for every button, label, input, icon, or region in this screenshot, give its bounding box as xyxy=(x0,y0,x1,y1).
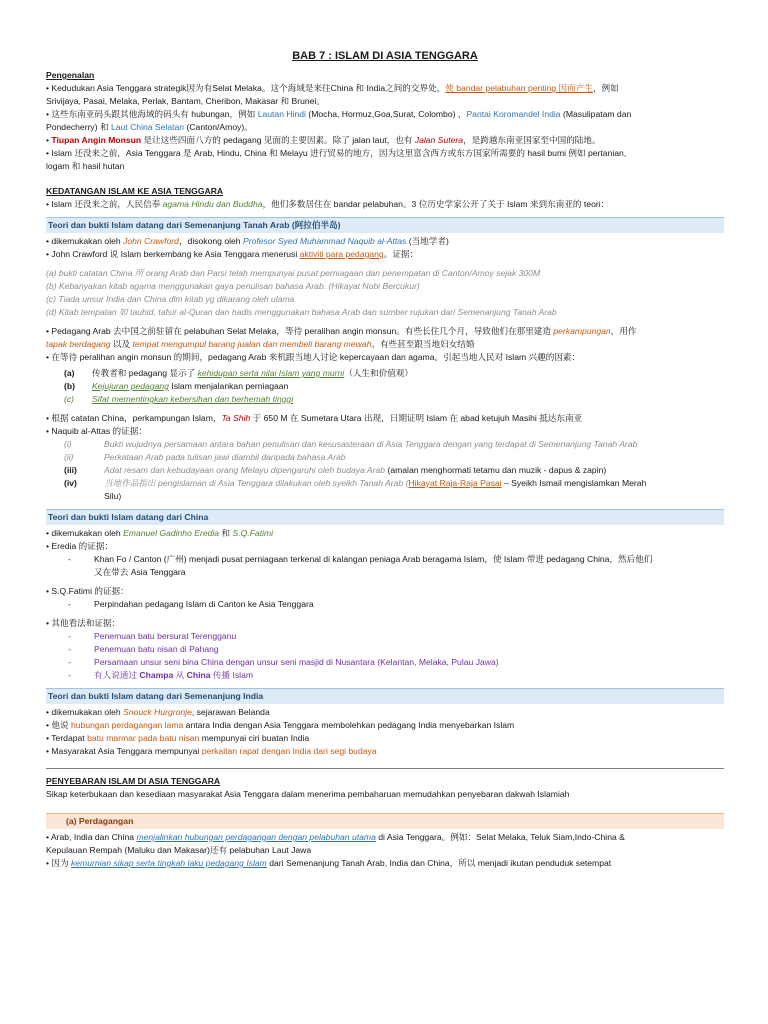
evidence-item: - 有人说通过 Champa 从 China 传播 Islam xyxy=(68,670,254,680)
text-run: ，disokong oleh xyxy=(178,236,243,246)
paragraph-line xyxy=(46,121,724,134)
text-run: (amalan menghormati tetamu dan muzik - dapus & zapin) xyxy=(385,465,607,475)
text-run: 以及 xyxy=(110,339,133,349)
text-run: • Terdapat xyxy=(46,733,88,743)
page-title: BAB 7 : ISLAM DI ASIA TENGGARA xyxy=(292,50,478,62)
evidence-item xyxy=(64,464,724,477)
text-run: (Canton/Amoy)。 xyxy=(184,122,253,132)
highlight-text: Sifat mementingkan kebersihan dan berhemah tinggi xyxy=(92,394,294,404)
highlight-text: perkampungan xyxy=(553,326,611,336)
paragraph-line xyxy=(46,745,724,758)
text-run: (Mocha, Hormuz,Goa,Surat, Colombo) ， xyxy=(305,109,467,119)
item-text xyxy=(94,669,253,682)
item-marker: (ii) xyxy=(64,452,74,462)
item-marker: (b) xyxy=(64,381,75,391)
paragraph-line: • 其他看法和证据： xyxy=(46,618,121,628)
paragraph-line xyxy=(46,857,724,870)
evidence-item: - Persamaan unsur seni bina China dengan unsur seni masjid di Nusantara (Kelantan, Melaka, Pulau Jawa) xyxy=(68,657,499,667)
paragraph-line xyxy=(46,82,724,95)
text-run: • dikemukakan oleh xyxy=(46,528,124,538)
item-marker: - xyxy=(68,554,71,564)
text-run: 又在带去 Asia Tenggara xyxy=(94,567,186,577)
paragraph-line: • Eredia 的证据： xyxy=(46,541,114,551)
section-heading-penyebaran: PENYEBARAN ISLAM DI ASIA TENGGARA xyxy=(46,776,221,786)
text-run: • Kedudukan Asia Tenggara strategik因为有Selat Melaka。这个海域是来往China 和 India之间的交界处， xyxy=(46,83,446,93)
text-run: • Pedagang Arab 去中国之前驻留在 pelabuhan Selat Melaka，等待 peralihan angin monsun。有些长住几个月，导致他们在那里建造 xyxy=(46,326,554,336)
text-run: antara India dengan Asia Tenggara membolehkan pedagang India menyebarkan Islam xyxy=(183,720,515,730)
evidence-item xyxy=(64,438,724,451)
text-run: • dikemukakan oleh xyxy=(46,236,124,246)
text-run: ，他们多数居住在 bandar pelabuhan。3 位历史学家公开了关于 Islam 来到东南亚的 teori： xyxy=(262,199,610,209)
text-run: 传播 Islam xyxy=(210,670,254,680)
text-run: • Islam 还没来之前，人民信奉 xyxy=(46,199,163,209)
paragraph-line: Sikap keterbukaan dan kesediaan masyarakat Asia Tenggara dalam menerima pembaharuan memudahkan penyebaran dakwah Islamiah xyxy=(46,789,570,799)
text-run: 从 xyxy=(173,670,187,680)
text-run: (Masulipatam dan xyxy=(560,109,632,119)
highlight-text: Profesor Syed Muhammad Naquib al-Attas xyxy=(242,236,407,246)
text-run: 传教者和 pedagang 显示了 xyxy=(92,368,198,378)
item-text: Penemuan batu bersurat Terengganu xyxy=(94,631,237,641)
factor-item xyxy=(64,367,724,380)
text-run: • 他说 xyxy=(46,720,71,730)
text-run: Adat resam dan kebudayaan orang Melayu dipengaruhi oleh budaya Arab xyxy=(104,465,386,475)
section-heading-kedatangan: KEDATANGAN ISLAM KE ASIA TENGGARA xyxy=(46,186,224,196)
evidence-item xyxy=(68,553,724,579)
text-run: 和 xyxy=(219,528,233,538)
evidence-item: (d) Kitab tempatan 如 tauhid, tafsir al-Quran dan hadis menggunakan bahasa Arab dan sumber rujukan dari Semenanjung Tanah Arab xyxy=(46,307,557,317)
subsection-band-perdagangan: (a) Perdagangan xyxy=(46,813,724,829)
highlight-text: kehidupan serta nilai Islam yang murni xyxy=(197,368,345,378)
paragraph-line: • 在等待 peralihan angin monsun 的期间，pedagang Arab 来机跟当地人讨论 kepercayaan dan agama。引起当地人民对 Islam 兴趣的因素： xyxy=(46,352,581,362)
evidence-item: (b) Kebanyakan kitab agama menggunakan gaya penulisan bahasa Arab. (Hikayat Nobi Bercukur) xyxy=(46,281,420,291)
text-run: 于 650 M 在 Sumetara Utara 出现，日期证明 Islam 在 abad ketujuh Masihi 抵达东南亚 xyxy=(250,413,583,423)
highlight-text: menjalinkan hubungan perdagangan dengan pelabuhan utama xyxy=(136,832,376,842)
highlight-text: tempat mengumpul barang jualan dan membeli barang mewah xyxy=(132,339,372,349)
paragraph-line xyxy=(46,732,724,745)
text-run: 是让这些四面八方的 pedagang 见面的主要因素。除了 jalan laut，也有 xyxy=(141,135,415,145)
highlight-text: John Crawford xyxy=(123,236,179,246)
item-text xyxy=(92,367,413,380)
item-text: Silu) xyxy=(104,491,122,501)
evidence-item-continued xyxy=(64,490,724,503)
highlight-text: tapak berdagang xyxy=(46,339,111,349)
text-run: ，用作 xyxy=(610,326,637,336)
text-run: Islam menjalankan perniagaan xyxy=(168,381,289,391)
item-text: Penemuan batu nisan di Pahang xyxy=(94,644,219,654)
text-run: Champa xyxy=(139,670,174,680)
paragraph-line xyxy=(46,831,724,844)
text-run: – Syeikh Ismail mengislamkan Merah xyxy=(501,478,647,488)
item-text: Persamaan unsur seni bina China dengan unsur seni masjid di Nusantara (Kelantan, Melaka, Pulau Jawa) xyxy=(94,657,499,667)
text-run: , sejarawan Belanda xyxy=(191,707,270,717)
section-divider xyxy=(46,768,724,769)
factor-item xyxy=(64,380,724,393)
paragraph-line xyxy=(46,108,724,121)
factor-item xyxy=(64,393,724,406)
paragraph-line xyxy=(46,412,724,425)
text-run: 当地作品指出 pengislaman di Asia Tenggara dilakukan oleh syeikh Tanah Arab ( xyxy=(104,478,409,488)
highlight-text: Hikayat Raja-Raja Pasai xyxy=(408,478,502,488)
text-run: Khan Fo / Canton (广州) menjadi pusat perniagaan terkenal di kalangan peniaga Arab beragama Islam，使 Islam 带进 pedagang China，然后他们 xyxy=(94,554,653,564)
text-run: • 因为 xyxy=(46,858,71,868)
highlight-text: Ta Shih xyxy=(221,413,251,423)
paragraph-line xyxy=(46,325,724,338)
paragraph-line xyxy=(46,134,724,147)
theory-band-arab: Teori dan bukti Islam datang dari Semenanjung Tanah Arab (阿拉伯半岛) xyxy=(46,217,724,233)
highlight-text: Snouck Hurgronje xyxy=(123,707,192,717)
highlight-text: 使 bandar pelabuhan penting 因而产生 xyxy=(445,83,593,93)
text-run: • dikemukakan oleh xyxy=(46,707,124,717)
paragraph-line xyxy=(46,198,724,211)
text-run: 。有些甚至跟当地妇女结婚 xyxy=(371,339,475,349)
evidence-item: (a) bukti catatan China 所 orang Arab dan Parsi telah mempunyai pusat perniagaan dan penempatan di Canton/Amoy sejak 300M xyxy=(46,268,541,278)
text-run: ，是跨越东南亚国家至中国的陆地。 xyxy=(463,135,601,145)
paragraph-line xyxy=(46,719,724,732)
text-run: • John Crawford 说 Islam berkembang ke Asia Tenggara menerusi xyxy=(46,249,300,259)
highlight-text: Jalan Sutera xyxy=(414,135,464,145)
evidence-item: - Penemuan batu bersurat Terengganu xyxy=(68,631,237,641)
theory-band-china: Teori dan bukti Islam datang dari China xyxy=(46,509,724,525)
text-run: China xyxy=(186,670,211,680)
evidence-item xyxy=(64,477,724,490)
paragraph-line xyxy=(46,338,724,351)
item-text xyxy=(104,477,646,490)
text-run: • 这些东南亚码头跟其他海域的码头有 hubungan，例如 xyxy=(46,109,258,119)
paragraph-line xyxy=(46,706,724,719)
highlight-text: Tiupan Angin Monsun xyxy=(51,135,142,145)
text-run: Pondecherry) 和 xyxy=(46,122,111,132)
text-run: • Arab, India dan China xyxy=(46,832,137,842)
item-text: Perkataan Arab pada tulisan jawi diambil daripada bahasa Arab xyxy=(104,452,346,462)
text-run: 有人说通过 xyxy=(94,670,140,680)
highlight-text: Kejujuran pedagang xyxy=(92,381,169,391)
item-marker: (i) xyxy=(64,439,72,449)
item-text xyxy=(92,380,288,393)
item-text xyxy=(94,553,652,579)
paragraph-line: • S.Q.Fatimi 的证据： xyxy=(46,586,129,596)
evidence-item: (c) Tiada unsur India dan China dlm kitab yg dikarang oleh ulama xyxy=(46,294,295,304)
item-text: Bukti wujudnya persamaan antara bahan penulisan dan kesusasteraan di Asia Tenggara dengan yang terdapat di Semenanjung Tanah Arab xyxy=(104,439,638,449)
highlight-text: S.Q.Fatimi xyxy=(232,528,274,538)
text-run: mempunyai ciri buatan India xyxy=(199,733,310,743)
section-heading-pengenalan: Pengenalan xyxy=(46,70,95,80)
paragraph-line: • Islam 还没来之前，Asia Tenggara 是 Arab, Hindu, China 和 Melayu 进行贸易的地方，因为这里富含西方或东方国家所需要的 hasil bumi 例如 pertanian, xyxy=(46,148,627,158)
evidence-item xyxy=(64,451,724,464)
highlight-text: batu marmar pada batu nisan xyxy=(87,733,200,743)
theory-band-india: Teori dan bukti Islam datang dari Semenanjung India xyxy=(46,688,724,704)
paragraph-line xyxy=(46,235,724,248)
text-run: 。证据： xyxy=(383,249,419,259)
highlight-text: aktiviti para pedagang xyxy=(299,249,384,259)
item-marker: (a) xyxy=(64,368,75,378)
highlight-text: agama Hindu dan Buddha xyxy=(162,199,263,209)
highlight-text: hubungan perdagangan lama xyxy=(70,720,184,730)
paragraph-line: logam 和 hasil hutan xyxy=(46,161,125,171)
highlight-text: Pantai Koromandel India xyxy=(466,109,561,119)
paragraph-line xyxy=(46,248,724,261)
item-text xyxy=(104,464,606,477)
text-run: (当地学者) xyxy=(406,236,449,246)
item-text: Perpindahan pedagang Islam di Canton ke Asia Tenggara xyxy=(94,599,314,609)
highlight-text: Emanuel Gadinho Eredia xyxy=(123,528,220,538)
text-run: • Masyarakat Asia Tenggara mempunyai xyxy=(46,746,202,756)
item-marker: (iv) xyxy=(64,478,77,488)
paragraph-line: Kepulauan Rempah (Maluku dan Makasar)还有 pelabuhan Laut Jawa xyxy=(46,845,312,855)
text-run: dari Semenanjung Tanah Arab, India dan China，所以 menjadi ikutan penduduk setempat xyxy=(266,858,612,868)
paragraph-line: Srivijaya, Pasai, Melaka, Perlak, Bantam, Cheribon, Makasar 和 Brunei。 xyxy=(46,96,325,106)
text-run: di Asia Tenggara。例如：Selat Melaka, Teluk Siam,Indo-China & xyxy=(375,832,625,842)
highlight-text: kemurnian sikap serta tingkah laku pedagang Islam xyxy=(70,858,267,868)
item-marker: (iii) xyxy=(64,465,77,475)
evidence-item xyxy=(68,598,724,611)
highlight-text: Lautan Hindi xyxy=(257,109,306,119)
item-marker: (c) xyxy=(64,394,75,404)
text-run: • xyxy=(46,135,52,145)
text-run: （人生和价值观） xyxy=(344,368,413,378)
paragraph-line: • Naquib al-Attas 的证据： xyxy=(46,426,147,436)
evidence-item: - Penemuan batu nisan di Pahang xyxy=(68,644,219,654)
paragraph-line xyxy=(46,527,724,540)
highlight-text: Laut China Selatan xyxy=(110,122,185,132)
highlight-text: perkaitan rapat dengan India dari segi budaya xyxy=(201,746,377,756)
text-run: • 根据 catatan China，perkampungan Islam， xyxy=(46,413,222,423)
text-run: ，例如 xyxy=(592,83,619,93)
item-marker: - xyxy=(68,599,71,609)
